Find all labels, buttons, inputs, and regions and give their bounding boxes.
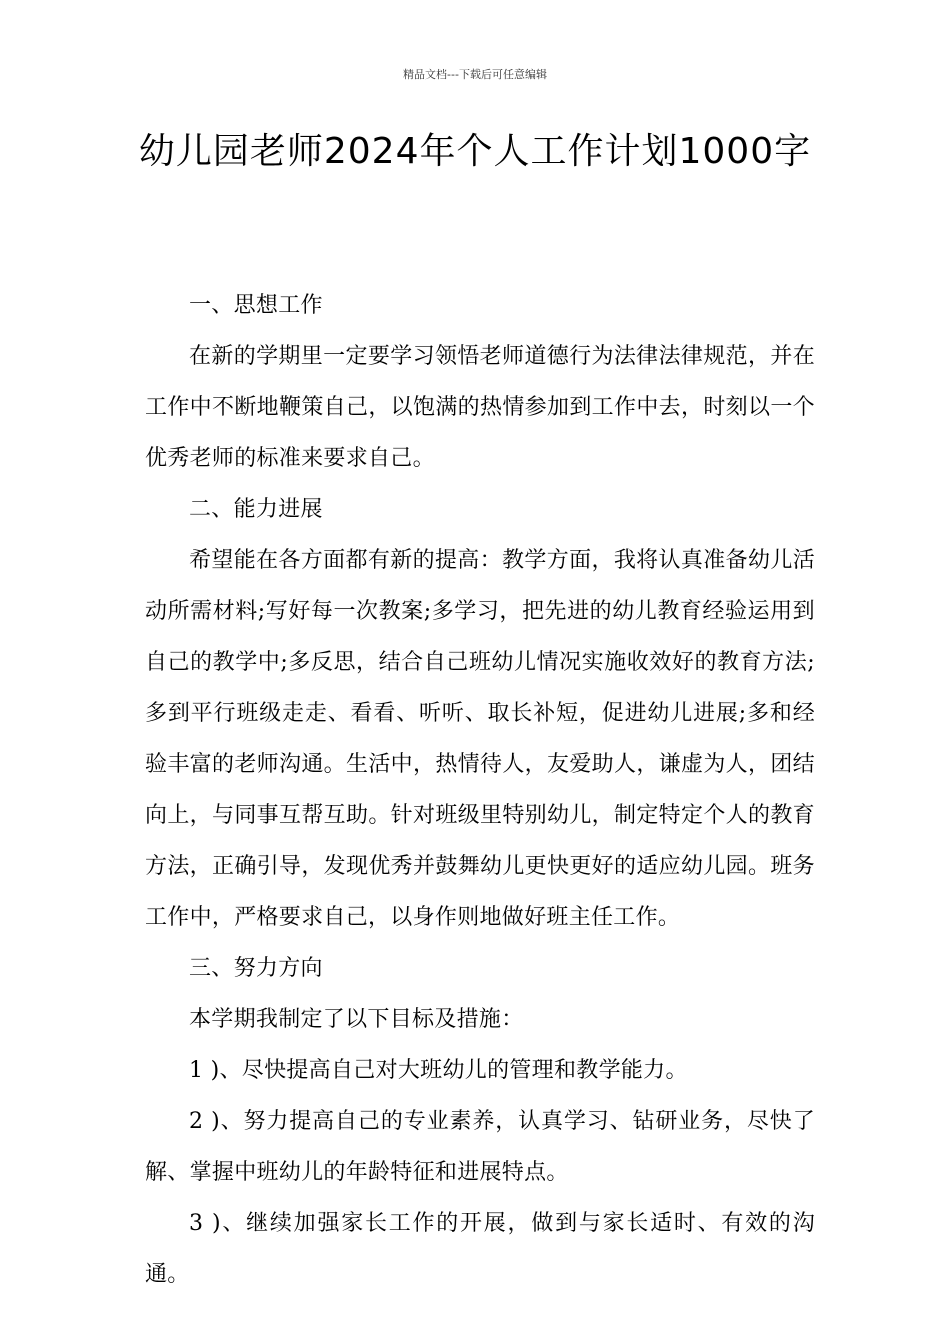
section-heading-3: 三、努力方向 [189,956,323,981]
paragraph-1: 在新的学期里一定要学习领悟老师道德行为法律法律规范，并在工作中不断地鞭策自己，以饱满的热情参加到工作中去，时刻以一个优秀老师的标准来要求自己。 [145,344,815,471]
list-item-1: 1 )、尽快提高自己对大班幼儿的管理和教学能力。 [189,1058,688,1083]
document-title: 幼儿园老师2024年个人工作计划1000字 [138,131,812,172]
header-note: 精品文档---下载后可任意编辑 [403,68,547,81]
section-heading-2: 二、能力进展 [189,497,323,522]
list-item-3: 3 )、继续加强家长工作的开展，做到与家长适时、有效的沟通。 [145,1211,815,1287]
paragraph-3-intro: 本学期我制定了以下目标及措施： [189,1007,524,1032]
document-body [145,280,815,1300]
paragraph-2: 希望能在各方面都有新的提高：教学方面，我将认真准备幼儿活动所需材料;写好每一次教案;多学习，把先进的幼儿教育经验运用到自己的教学中;多反思，结合自己班幼儿情况实施收效好的教育方法;多到平行班级走走、看看、听听、取长补短，促进幼儿进展;多和经验丰富的老师沟通。生活中，热情待人，友爱助人，谦虚为人，团结向上，与同事互帮互助。针对班级里特别幼儿，制定特定个人的教育方法，正确引导，发现优秀并鼓舞幼儿更快更好的适应幼儿园。班务工作中，严格要求自己，以身作则地做好班主任工作。 [145,548,815,930]
section-heading-1: 一、思想工作 [189,293,323,318]
list-item-2: 2 )、努力提高自己的专业素养，认真学习、钻研业务，尽快了解、掌握中班幼儿的年龄特征和进展特点。 [145,1109,815,1185]
